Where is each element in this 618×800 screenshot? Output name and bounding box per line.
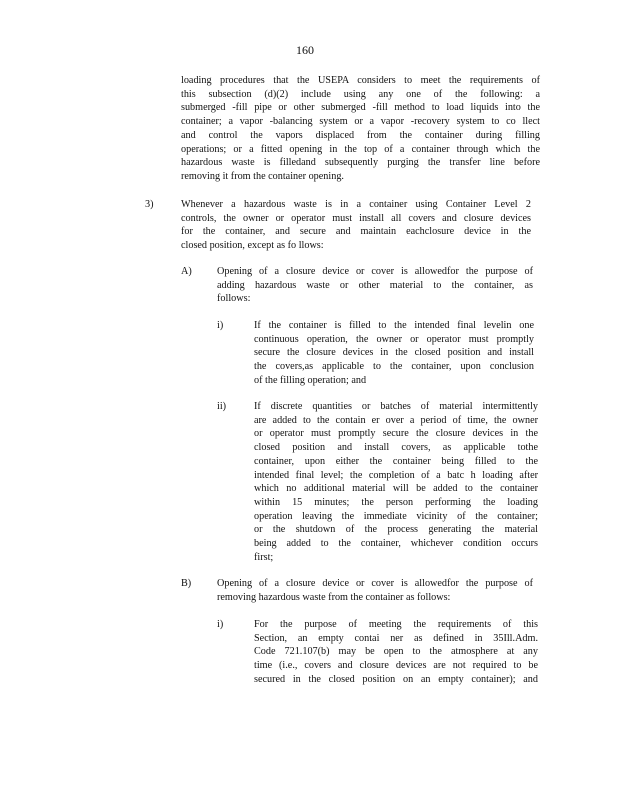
text-line: hazardous waste is filledand subsequently purging the transfer line before <box>181 157 540 169</box>
text-line: loading procedures that the USEPA considers to meet the requirements of <box>181 75 540 86</box>
text-line: which no additional material will be added to the container <box>254 483 538 495</box>
text-line: removing it from the container opening. <box>181 170 344 182</box>
text-line: Code 721.107(b) may be open to the atmosphere at any <box>254 646 538 658</box>
text-line: time (i.e., covers and closure devices are not required to be <box>254 660 538 672</box>
text-line: If the container is filled to the intended final levelin one <box>254 320 534 331</box>
item-a-ii-marker: ii) <box>217 401 227 412</box>
text-line: follows: <box>217 293 251 305</box>
text-line: operation leaving the immediate vicinity of the container; <box>254 510 538 522</box>
item-3-paragraph <box>181 198 531 253</box>
text-line: are added to the contain er over a period of time, the owner <box>254 414 538 426</box>
item-a-marker: A) <box>181 266 192 277</box>
text-line: secured in the closed position on an empty container); and <box>254 673 538 685</box>
item-a-ii-paragraph <box>254 400 538 564</box>
text-line: Opening of a closure device or cover is allowedfor the purpose of <box>217 578 533 589</box>
text-line: adding hazardous waste or other material to the container, as <box>217 279 533 291</box>
item-a-i-marker: i) <box>217 320 224 331</box>
item-b-marker: B) <box>181 578 192 589</box>
text-line: operations; or a fitted opening in the top of a container through which the <box>181 143 540 155</box>
text-line: and control the vapors displaced from the container during filling <box>181 129 540 141</box>
text-line: controls, the owner or operator must install all covers and closure devices <box>181 212 531 224</box>
text-line: For the purpose of meeting the requirements of this <box>254 619 538 630</box>
text-line: the covers,as applicable to the container, upon conclusion <box>254 361 534 373</box>
item-a-paragraph <box>217 265 533 306</box>
item-a-i-paragraph <box>254 319 534 388</box>
text-line: container, upon either the container being filled to the <box>254 455 538 467</box>
text-line: for the container, and secure and maintain eachclosure device in the <box>181 226 531 238</box>
text-line: Section, an empty contai ner as defined in 35Ill.Adm. <box>254 632 538 644</box>
text-line: submerged -fill pipe or other submerged -fill method to load liquids into the <box>181 102 540 114</box>
text-line: or operator must promptly secure the closure devices in the <box>254 428 538 440</box>
text-line: first; <box>254 551 274 563</box>
text-line: intended final level; the completion of a batc h loading after <box>254 469 538 481</box>
text-line: within 15 minutes; the person performing the loading <box>254 496 538 508</box>
text-line: Opening of a closure device or cover is allowedfor the purpose of <box>217 266 533 277</box>
text-line: closed position and install covers, as applicable tothe <box>254 442 538 454</box>
item-b-paragraph <box>217 577 533 604</box>
text-line: continuous operation, the owner or operator must promptly <box>254 333 534 345</box>
text-line: removing hazardous waste from the container as follows: <box>217 591 451 603</box>
text-line: If discrete quantities or batches of material intermittently <box>254 401 538 412</box>
item-3-marker: 3) <box>145 199 154 210</box>
item-b-i-paragraph <box>254 618 538 687</box>
item-b-i-marker: i) <box>217 619 224 630</box>
text-line: closed position, except as fo llows: <box>181 240 324 252</box>
text-line: secure the closure devices in the closed position and install <box>254 347 534 359</box>
text-line: of the filling operation; and <box>254 374 367 386</box>
text-line: container; a vapor -balancing system or a vapor -recovery system to co llect <box>181 116 540 128</box>
text-line: being added to the container, whichever condition occurs <box>254 538 538 550</box>
text-line: Whenever a hazardous waste is in a container using Container Level 2 <box>181 199 531 210</box>
text-line: this subsection (d)(2) include using any one of the following: a <box>181 88 540 100</box>
intro-paragraph <box>181 74 540 184</box>
page-number: 160 <box>296 43 314 57</box>
text-line: or the shutdown of the process generating the material <box>254 524 538 536</box>
